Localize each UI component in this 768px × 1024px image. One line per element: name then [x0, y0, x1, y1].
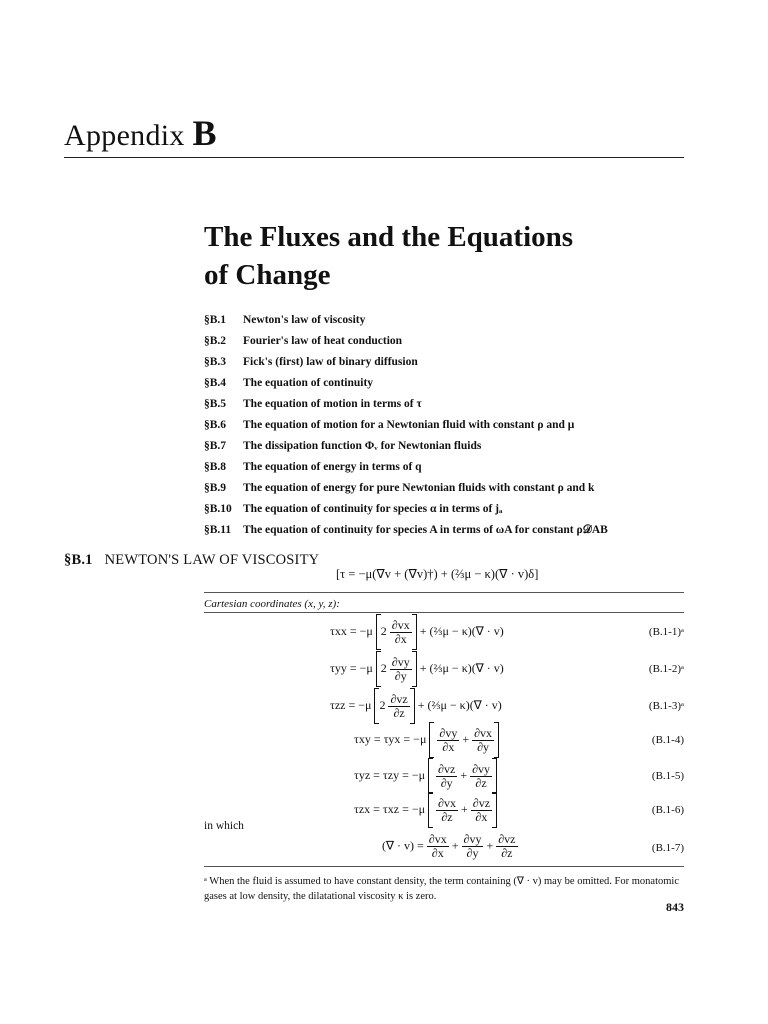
fraction-numerator: ∂vy: [439, 725, 458, 740]
fraction-numerator: ∂vx: [391, 617, 410, 632]
fraction-numerator: ∂vx: [474, 725, 493, 740]
equation-number: (B.1-7): [651, 842, 684, 854]
fraction-numerator: ∂vy: [472, 761, 491, 776]
derivative-fraction: [471, 797, 492, 824]
toc-number: §B.9: [204, 482, 227, 494]
equation-lhs: τzz = −μ: [330, 697, 372, 712]
left-bracket: [429, 722, 434, 758]
right-bracket: [492, 758, 497, 794]
derivative-fraction: [437, 727, 459, 754]
toc-text: The equation of motion for a Newtonian fluid with constant ρ and μ: [243, 419, 575, 431]
main-equation: [τ = −μ(∇v + (∇v)†) + (⅔μ − κ)(∇ · v)δ]: [336, 567, 539, 581]
equation-number: (B.1-2)ᵃ: [648, 663, 684, 675]
derivative-fraction: [390, 619, 412, 646]
toc-text: The equation of continuity for species α in terms of jₐ: [243, 503, 503, 515]
equations-top-rule: [204, 592, 684, 593]
fraction-denominator: ∂z: [441, 809, 453, 824]
fraction-denominator: ∂x: [475, 809, 488, 824]
fraction-numerator: ∂vz: [438, 761, 456, 776]
fraction-denominator: ∂y: [477, 739, 490, 754]
toc-number: §B.11: [204, 524, 232, 536]
coordinates-label: Cartesian coordinates (x, y, z):: [204, 598, 340, 610]
right-bracket: [492, 792, 497, 828]
equation-row: [330, 688, 502, 724]
fraction-numerator: ∂vx: [438, 795, 456, 810]
equation-rhs: + (⅔μ − κ)(∇ · v): [417, 697, 502, 712]
right-bracket: [410, 688, 415, 724]
chapter-title-line-2: of Change: [204, 259, 331, 291]
toc-number: §B.1: [204, 314, 227, 326]
fraction-denominator: ∂z: [475, 775, 487, 790]
equation-number: (B.1-6): [651, 804, 684, 816]
chapter-title-line-1: The Fluxes and the Equations: [204, 221, 574, 253]
toc-number: §B.8: [204, 461, 227, 473]
derivative-fraction: [462, 833, 484, 860]
fraction-denominator: ∂y: [440, 775, 453, 790]
toc-text: Fick's (first) law of binary diffusion: [243, 356, 418, 368]
fraction-denominator: ∂y: [394, 668, 407, 683]
derivative-fraction: [436, 797, 458, 824]
equation-row: [330, 651, 504, 687]
left-bracket: [428, 792, 433, 828]
right-bracket: [412, 651, 417, 687]
equation-row: [330, 614, 504, 650]
equation-number: (B.1-3)ᵃ: [648, 700, 684, 712]
section-heading: [64, 552, 319, 569]
coordinates-rule: [204, 612, 684, 613]
equation-rhs: + (⅔μ − κ)(∇ · v): [419, 623, 504, 638]
toc-number: §B.4: [204, 377, 227, 389]
appendix-letter: B: [192, 113, 217, 153]
toc-text: Fourier's law of heat conduction: [243, 335, 403, 347]
equation-factor: 2: [380, 660, 387, 675]
left-bracket: [428, 758, 433, 794]
fraction-denominator: ∂z: [501, 846, 513, 860]
toc-text: Newton's law of viscosity: [243, 314, 366, 326]
fraction-numerator: ∂vy: [463, 832, 482, 846]
equation-factor: 2: [380, 623, 387, 638]
right-bracket: [412, 614, 417, 650]
derivative-fraction: [470, 763, 492, 790]
equation-rhs: + (⅔μ − κ)(∇ · v): [419, 660, 504, 675]
toc-number: §B.10: [204, 503, 232, 515]
equation-row: τxy = τyx = −μ $\frac{\partial vy}{\partial x}$ + $\frac{\partial vx}{\partial y}$: [354, 722, 499, 758]
derivative-fraction: [496, 833, 517, 860]
in-which-text: in which: [204, 820, 244, 832]
chapter-title: [204, 218, 684, 294]
fraction-denominator: ∂x: [394, 631, 407, 646]
toc-number: §B.2: [204, 335, 227, 347]
equation-number: (B.1-5): [651, 770, 684, 782]
equation-lhs: τyy = −μ: [330, 660, 373, 675]
fraction-denominator: ∂y: [466, 846, 479, 860]
equation-factor: 2: [379, 697, 386, 712]
toc-text: The equation of continuity for species A in terms of ωA for constant ρ𝒟AB: [243, 524, 608, 536]
fraction-denominator: ∂z: [393, 705, 405, 720]
fraction-numerator: ∂vz: [498, 832, 516, 846]
toc-text: The equation of continuity: [243, 377, 374, 389]
equation-row: (∇ · v) = $\frac{\partial vx}{\partial x}$ + $\frac{\partial vy}{\partial y}$ + $\frac{\partial vz}{\partial z}$: [382, 832, 516, 860]
footnote: ᵃ When the fluid is assumed to have constant density, the term containing (∇ · v) may be omitted. For monatomic gases at low density, the dilatational viscosity κ is zero.: [204, 876, 680, 902]
fraction-denominator: ∂x: [442, 739, 455, 754]
section-number: §B.1: [64, 552, 93, 568]
equation-lhs: τyz = τzy = −μ: [354, 767, 426, 782]
derivative-fraction: [388, 693, 409, 720]
fraction-numerator: ∂vy: [391, 654, 410, 669]
equation-lhs: τzx = τxz = −μ: [354, 801, 426, 816]
derivative-fraction: [436, 763, 457, 790]
toc-text: The dissipation function Φᵥ for Newtonian fluids: [243, 440, 482, 452]
equation-number: (B.1-4): [651, 734, 684, 746]
toc-number: §B.6: [204, 419, 227, 431]
toc-text: The equation of motion in terms of τ: [243, 398, 422, 410]
equation-number: (B.1-1)ᵃ: [648, 626, 684, 638]
fraction-numerator: ∂vz: [390, 691, 408, 706]
derivative-fraction: [427, 833, 449, 860]
heading-rule: [64, 157, 684, 158]
toc-text: The equation of energy for pure Newtonian fluids with constant ρ and k: [243, 482, 595, 494]
derivative-fraction: [390, 656, 412, 683]
toc-text: The equation of energy in terms of q: [243, 461, 422, 473]
page-number: 843: [666, 900, 684, 914]
fraction-numerator: ∂vx: [428, 832, 447, 846]
equation-lhs: τxx = −μ: [330, 623, 373, 638]
fraction-denominator: ∂x: [431, 846, 444, 860]
fraction-numerator: ∂vz: [472, 795, 491, 810]
appendix-word: Appendix: [64, 119, 185, 152]
derivative-fraction: [472, 727, 494, 754]
toc-number: §B.3: [204, 356, 227, 368]
right-bracket: [494, 722, 499, 758]
toc-number: §B.7: [204, 440, 227, 452]
equation-lhs: τxy = τyx = −μ: [354, 731, 427, 746]
toc-number: §B.5: [204, 398, 227, 410]
footnote-rule: [204, 866, 684, 867]
equation-lhs: (∇ · v) =: [382, 838, 424, 853]
section-name: NEWTON'S LAW OF VISCOSITY: [104, 552, 320, 568]
appendix-heading: [64, 112, 217, 154]
equation-row: τzx = τxz = −μ $\frac{\partial vx}{\partial z}$ + $\frac{\partial vz}{\partial x}$: [354, 792, 497, 828]
equation-row: τyz = τzy = −μ $\frac{\partial vz}{\partial y}$ + $\frac{\partial vy}{\partial z}$: [354, 758, 497, 794]
